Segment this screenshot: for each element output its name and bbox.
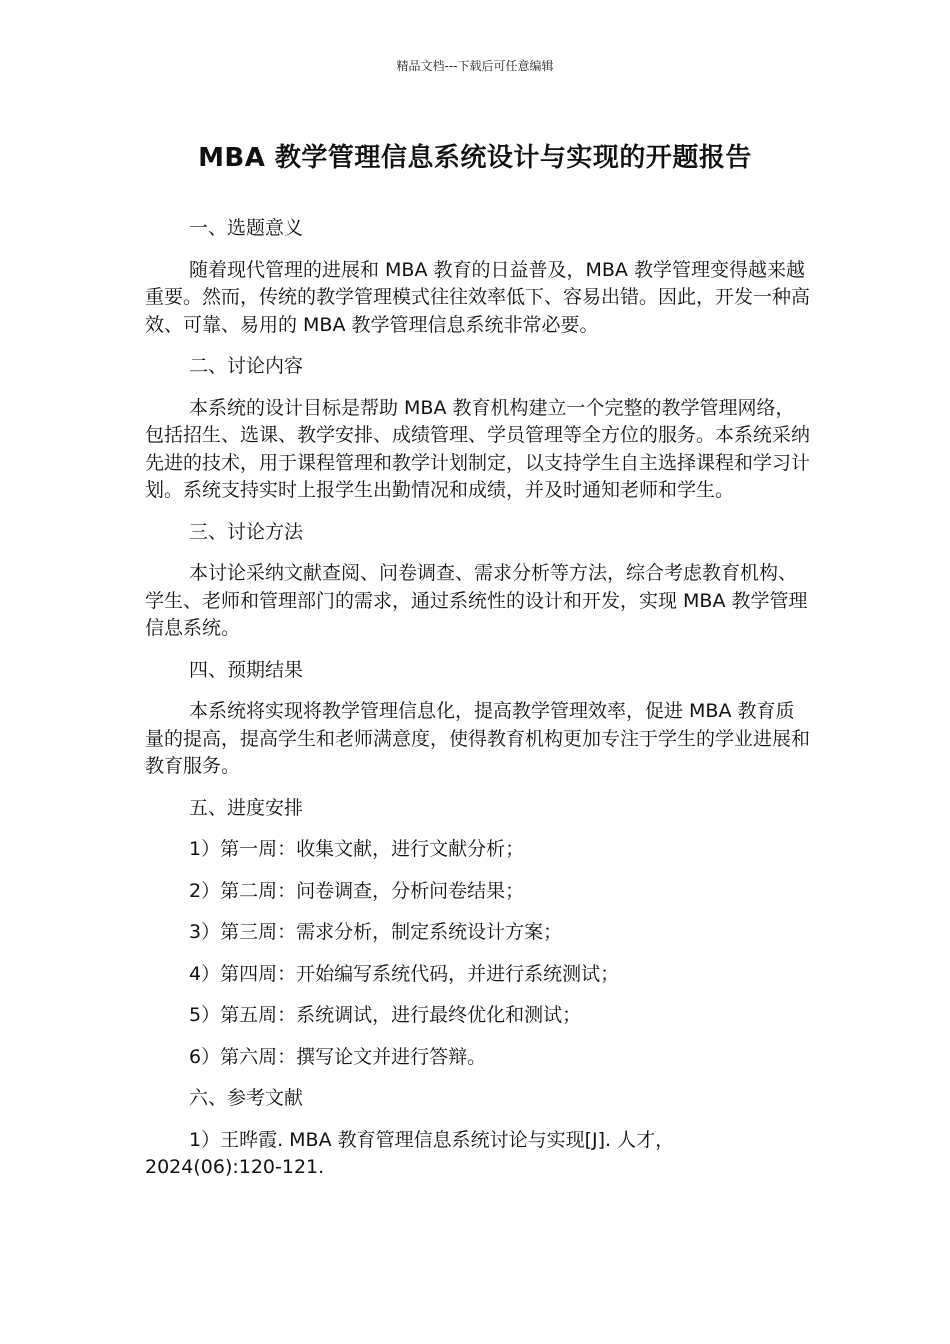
schedule-item: 3）第三周：需求分析，制定系统设计方案； — [189, 921, 563, 943]
section-paragraph-significance: 随着现代管理的进展和 MBA 教育的日益普及，MBA 教学管理变得越来越重要。然而，传统的教学管理模式往往效率低下、容易出错。因此，开发一种高效、可靠、易用的 MBA 教学管理信息系统非常必要。 — [145, 258, 811, 336]
section-paragraph-method: 本讨论采纳文献查阅、问卷调查、需求分析等方法，综合考虑教育机构、学生、老师和管理部门的需求，通过系统性的设计和开发，实现 MBA 教学管理信息系统。 — [145, 562, 808, 639]
schedule-item: 6）第六周：撰写论文并进行答辩。 — [189, 1045, 487, 1068]
section-heading-expected-results: 四、预期结果 — [189, 658, 304, 681]
section-heading-significance: 一、选题意义 — [189, 217, 304, 239]
document-body — [145, 215, 810, 1196]
section-heading-method: 三、讨论方法 — [189, 520, 304, 543]
section-paragraph-expected-results: 本系统将实现将教学管理信息化，提高教学管理效率，促进 MBA 教育质量的提高，提高学生和老师满意度，使得教育机构更加专注于学生的学业进展和教育服务。 — [145, 700, 811, 777]
schedule-item: 4）第四周：开始编写系统代码，并进行系统测试； — [189, 962, 620, 985]
schedule-item: 5）第五周：系统调试，进行最终优化和测试； — [189, 1004, 582, 1026]
document-title: MBA 教学管理信息系统设计与实现的开题报告 — [198, 143, 752, 173]
reference-item: 1）王晔霞. MBA 教育管理信息系统讨论与实现[J]. 人才，2024(06):120-121. — [145, 1128, 675, 1178]
schedule-item: 2）第二周：问卷调查，分析问卷结果； — [189, 879, 525, 902]
section-paragraph-content: 本系统的设计目标是帮助 MBA 教育机构建立一个完整的教学管理网络，包括招生、选课、教学安排、成绩管理、学员管理等全方位的服务。本系统采纳先进的技术，用于课程管理和教学计划制定，以支持学生自主选择课程和学习计划。系统支持实时上报学生出勤情况和成绩，并及时通知老师和学生。 — [145, 396, 811, 501]
header-note: 精品文档---下载后可任意编辑 — [396, 59, 554, 73]
references-heading: 六、参考文献 — [189, 1087, 304, 1109]
section-heading-content: 二、讨论内容 — [189, 355, 304, 377]
schedule-heading: 五、进度安排 — [189, 796, 304, 819]
schedule-item: 1）第一周：收集文献，进行文献分析； — [189, 838, 525, 860]
